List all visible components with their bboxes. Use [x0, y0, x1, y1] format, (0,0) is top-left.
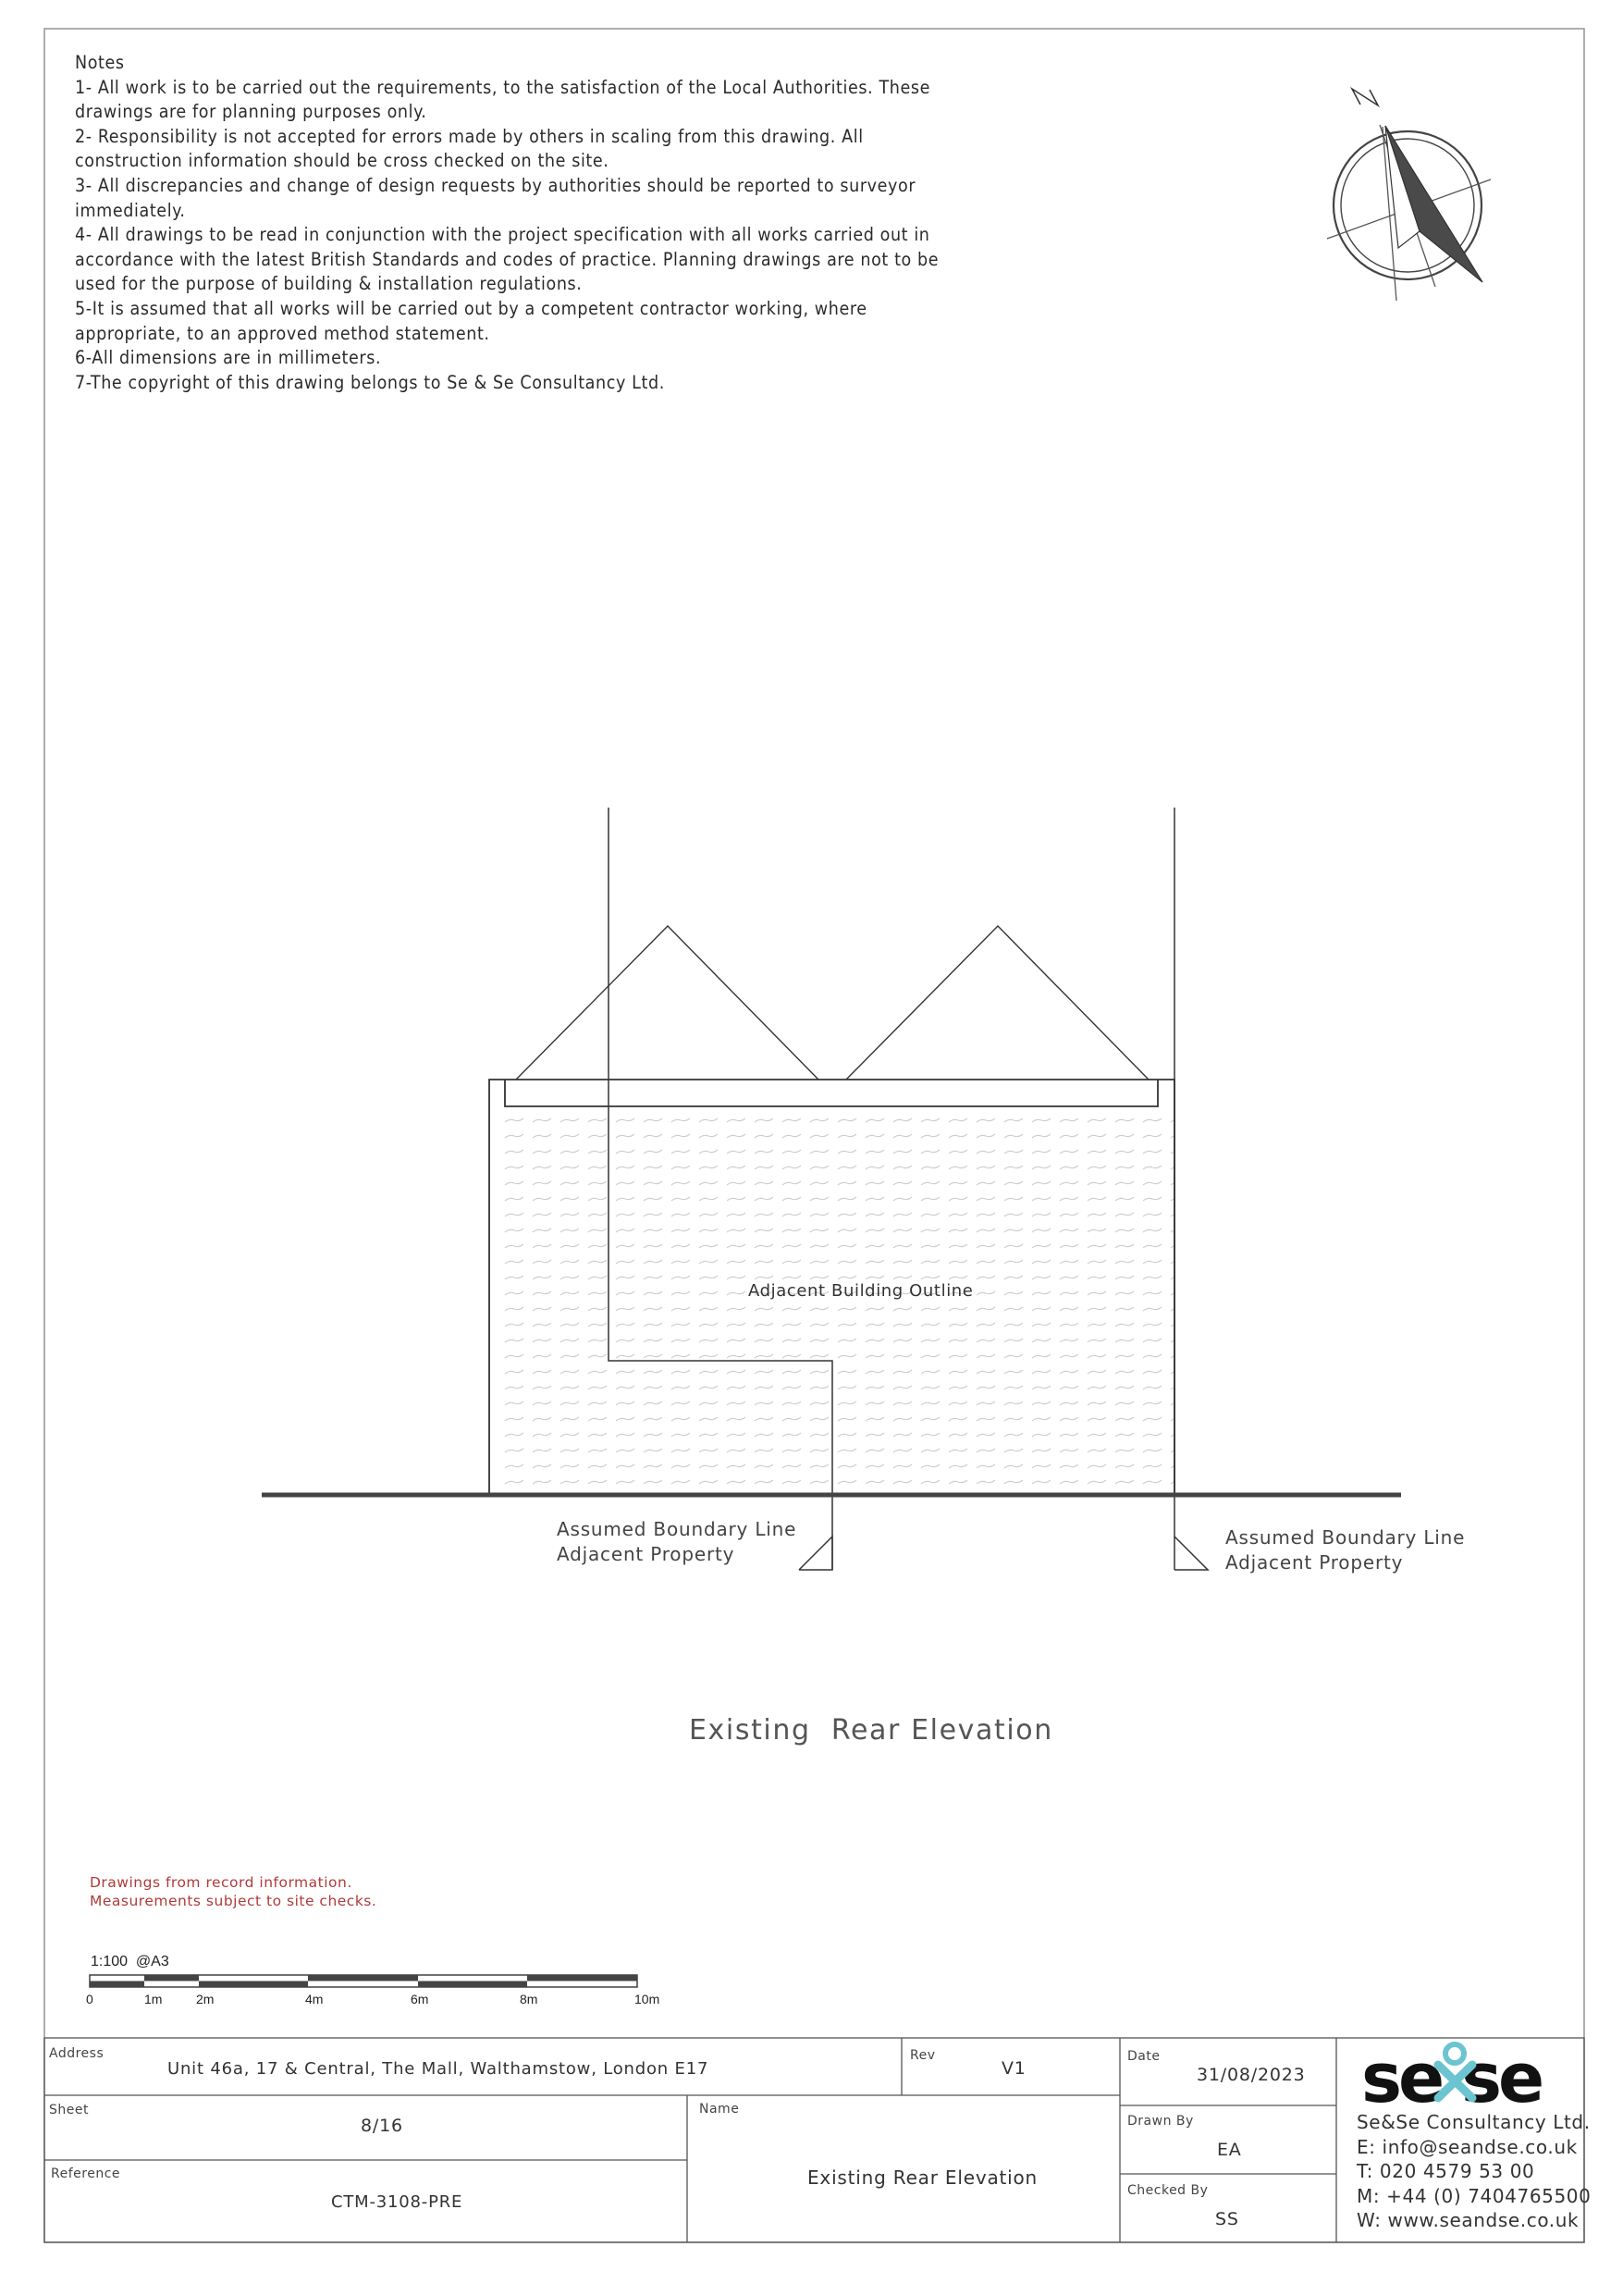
company-details — [1357, 2110, 1591, 2233]
logo-text: se — [1361, 2039, 1442, 2118]
notes-heading: Notes — [75, 52, 125, 73]
boundary-label-left-line2: Adjacent Property — [557, 1543, 735, 1565]
rev-value: V1 — [1002, 2058, 1027, 2079]
scale-bar — [90, 1975, 637, 1987]
notes-block — [75, 51, 1037, 395]
note-line: 5-It is assumed that all works will be carried out by a competent contractor working, where — [75, 297, 867, 319]
note-line: appropriate, to an approved method statement. — [75, 322, 490, 344]
note-line: 1- All work is to be carried out the requirements, to the satisfaction of the Local Authorities. These — [75, 76, 931, 98]
scale-tick: 0 — [86, 1992, 93, 2006]
disclaimer-line2: Measurements subject to site checks. — [90, 1893, 377, 1909]
note-line: immediately. — [75, 199, 186, 221]
note-line: 3- All discrepancies and change of design requests by authorities should be reported to surveyor — [75, 174, 916, 196]
scale-tick: 6m — [411, 1992, 429, 2006]
company-logo — [1361, 2039, 1542, 2118]
company-email: E: info@seandse.co.uk — [1357, 2135, 1578, 2158]
boundary-marker-right — [1174, 1537, 1208, 1570]
boundary-label-right-line2: Adjacent Property — [1225, 1551, 1404, 1574]
address-label: Address — [49, 2046, 105, 2061]
boundary-label-right — [1225, 1525, 1465, 1575]
building-label: Adjacent Building Outline — [748, 1281, 974, 1301]
note-line: 2- Responsibility is not accepted for errors made by others in scaling from this drawing. All — [75, 125, 864, 147]
boundary-label-left-line1: Assumed Boundary Line — [557, 1518, 797, 1540]
drawing-title: Existing Rear Elevation — [689, 1714, 1053, 1747]
gutter-strip — [505, 1080, 1158, 1106]
boundary-label-right-line1: Assumed Boundary Line — [1225, 1526, 1466, 1549]
scale-tick: 8m — [520, 1992, 538, 2006]
sheet-value: 8/16 — [361, 2116, 403, 2136]
scale-tick: 4m — [305, 1992, 324, 2006]
company-web: W: www.seandse.co.uk — [1357, 2209, 1580, 2232]
hatched-wall — [502, 1112, 1174, 1493]
scale-tick: 2m — [196, 1992, 215, 2006]
date-label: Date — [1127, 2049, 1161, 2064]
boundary-marker-left — [799, 1537, 832, 1570]
checked-by-label: Checked By — [1127, 2183, 1209, 2198]
name-value: Existing Rear Elevation — [807, 2166, 1039, 2189]
scale-tick: 1m — [144, 1992, 163, 2006]
date-value: 31/08/2023 — [1197, 2065, 1306, 2085]
name-label: Name — [699, 2102, 740, 2117]
rev-label: Rev — [910, 2048, 936, 2063]
reference-value: CTM-3108-PRE — [331, 2192, 463, 2212]
roof-left — [516, 926, 818, 1080]
elevation-drawing — [262, 808, 1401, 1570]
boundary-label-left — [557, 1517, 796, 1567]
note-line: construction information should be cross checked on the site. — [75, 150, 609, 172]
checked-by-value: SS — [1215, 2209, 1239, 2229]
roof-right — [846, 926, 1149, 1080]
note-line: 4- All drawings to be read in conjunction with the project specification with all works carried out in — [75, 224, 930, 246]
svg-text:se: se — [1461, 2039, 1542, 2118]
north-arrow-icon — [1327, 89, 1491, 301]
note-line: 7-The copyright of this drawing belongs to Se & Se Consultancy Ltd. — [75, 371, 665, 393]
address-value: Unit 46a, 17 & Central, The Mall, Walthamstow, London E17 — [167, 2059, 709, 2079]
company-phone: T: 020 4579 53 00 — [1357, 2160, 1535, 2183]
disclaimer-line1: Drawings from record information. — [90, 1874, 352, 1891]
note-line: accordance with the latest British Standards and codes of practice. Planning drawings are not to be — [75, 248, 940, 270]
company-name: Se&Se Consultancy Ltd. — [1357, 2111, 1591, 2133]
note-line: 6-All dimensions are in millimeters. — [75, 347, 382, 369]
reference-label: Reference — [51, 2166, 120, 2181]
scale-label: 1:100 @A3 — [91, 1954, 169, 1969]
drawn-by-label: Drawn By — [1127, 2114, 1194, 2129]
note-line: drawings are for planning purposes only. — [75, 101, 427, 123]
drawn-by-value: EA — [1217, 2140, 1242, 2160]
scale-tick: 10m — [634, 1992, 660, 2006]
sheet-label: Sheet — [49, 2103, 89, 2117]
disclaimer — [90, 1873, 376, 1910]
note-line: used for the purpose of building & installation regulations. — [75, 273, 583, 295]
company-mobile: M: +44 (0) 7404765500 — [1357, 2184, 1592, 2207]
